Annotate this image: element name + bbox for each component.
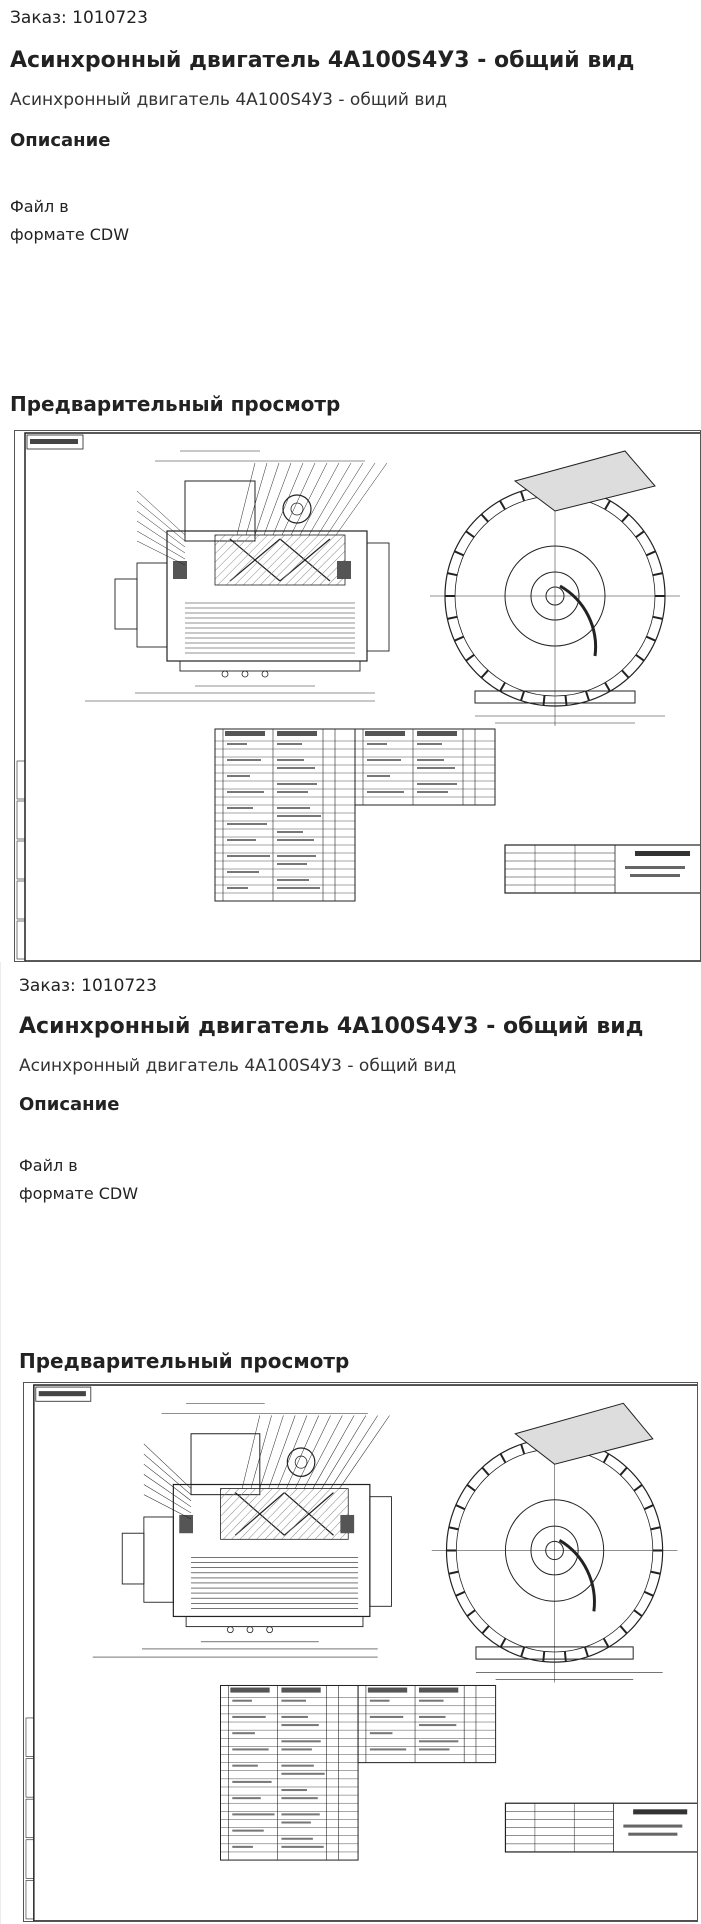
motor-drawing — [15, 431, 701, 962]
drawing-preview-image[interactable] — [23, 1382, 698, 1922]
order-number: Заказ: 1010723 — [19, 976, 157, 996]
product-subtitle: Асинхронный двигатель 4А100S4У3 - общий вид — [10, 90, 448, 110]
file-format-line: формате CDW — [19, 1184, 139, 1203]
product-title: Асинхронный двигатель 4А100S4У3 - общий вид — [19, 1014, 644, 1039]
product-card — [0, 962, 701, 1924]
product-subtitle: Асинхронный двигатель 4А100S4У3 - общий вид — [19, 1056, 457, 1076]
order-number: Заказ: 1010723 — [10, 8, 148, 28]
file-format-line: формате CDW — [10, 225, 130, 244]
file-format-text — [19, 1152, 138, 1208]
description-heading: Описание — [19, 1094, 120, 1115]
product-title: Асинхронный двигатель 4А100S4У3 - общий вид — [10, 48, 635, 73]
preview-heading: Предварительный просмотр — [19, 1349, 350, 1373]
description-heading: Описание — [10, 130, 111, 151]
drawing-preview-image[interactable] — [14, 430, 701, 962]
file-format-text — [10, 193, 129, 249]
motor-drawing — [24, 1383, 698, 1922]
preview-heading: Предварительный просмотр — [10, 392, 341, 416]
file-format-line: Файл в — [10, 197, 69, 216]
file-format-line: Файл в — [19, 1156, 78, 1175]
